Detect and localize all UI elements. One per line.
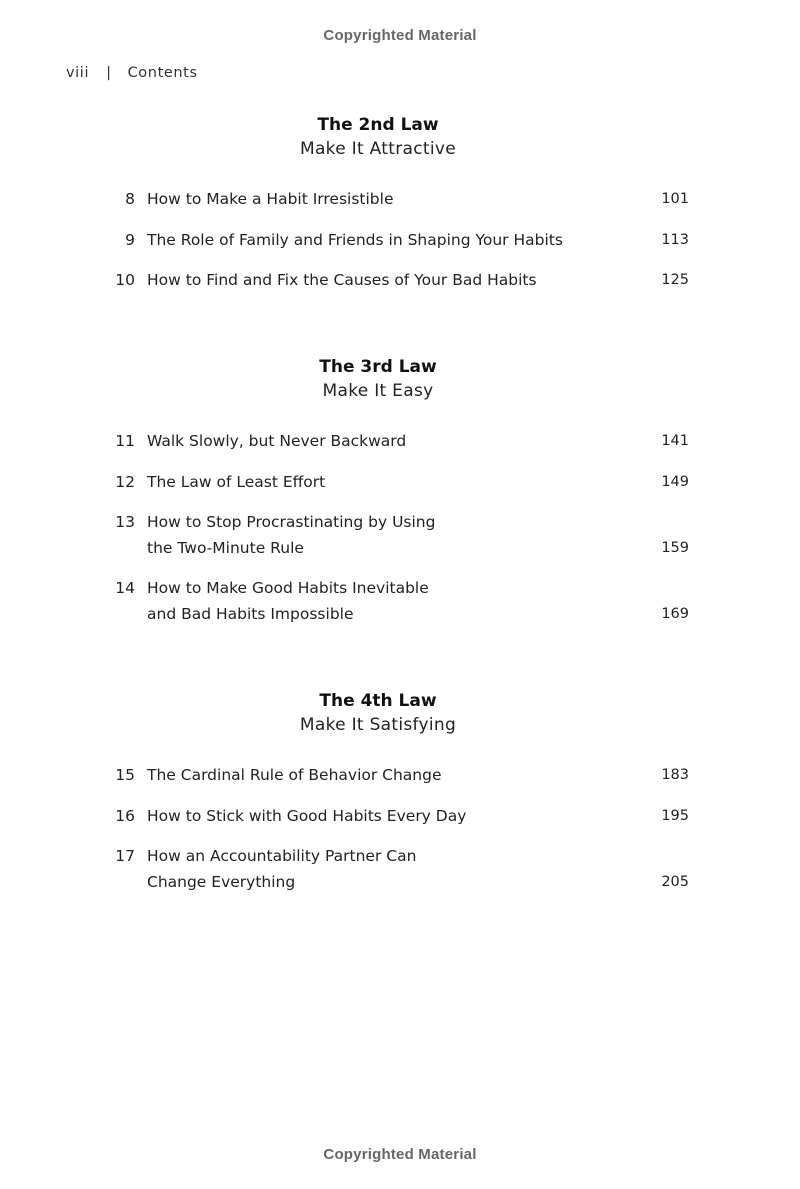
- page-number: 113: [661, 232, 689, 248]
- chapter-title: How an Accountability Partner Can Change Everything: [147, 847, 417, 891]
- page-number: 183: [661, 767, 689, 783]
- chapter-number: 17: [115, 847, 135, 865]
- running-head-section: Contents: [127, 65, 198, 81]
- part-title: The 4th Law: [319, 691, 437, 711]
- chapter-title: Walk Slowly, but Never Backward: [147, 432, 407, 450]
- chapter-number: 15: [115, 766, 135, 784]
- chapter-title: The Cardinal Rule of Behavior Change: [147, 766, 442, 784]
- watermark-bottom: Copyrighted Material: [323, 1146, 477, 1163]
- chapter-number: 16: [115, 807, 135, 825]
- part-heading-3rd-law: [0, 355, 756, 403]
- part-title: The 3rd Law: [319, 357, 437, 377]
- chapter-title: The Role of Family and Friends in Shaping Your Habits: [147, 231, 563, 249]
- chapter-title: How to Find and Fix the Causes of Your Bad Habits: [147, 271, 537, 289]
- running-head-separator: |: [106, 65, 112, 81]
- page-number: 101: [661, 191, 689, 207]
- watermark-top: Copyrighted Material: [323, 27, 477, 44]
- part-heading-4th-law: [0, 689, 756, 737]
- part-heading-2nd-law: [0, 113, 756, 161]
- chapter-title: How to Stick with Good Habits Every Day: [147, 807, 467, 825]
- page-folio: viii: [66, 65, 90, 81]
- chapter-number: 11: [115, 432, 135, 450]
- chapter-number: 12: [115, 473, 135, 491]
- chapter-number: 13: [115, 513, 135, 531]
- part-subtitle: Make It Satisfying: [299, 715, 457, 735]
- chapter-number: 9: [125, 231, 135, 249]
- chapter-number: 14: [115, 579, 135, 597]
- chapter-title: How to Make a Habit Irresistible: [147, 190, 394, 208]
- running-head: [66, 65, 198, 81]
- page-number: 195: [661, 808, 689, 824]
- chapter-title: The Law of Least Effort: [147, 473, 326, 491]
- chapter-number: 10: [115, 271, 135, 289]
- part-subtitle: Make It Attractive: [300, 139, 456, 159]
- part-subtitle: Make It Easy: [322, 381, 434, 401]
- page-number: 141: [661, 433, 689, 449]
- page-number: 125: [661, 272, 689, 288]
- page-number: 205: [661, 874, 689, 890]
- page-number: 149: [661, 474, 689, 490]
- page-number: 169: [661, 606, 689, 622]
- chapter-number: 8: [125, 190, 135, 208]
- page-number: 159: [661, 540, 689, 556]
- chapter-title: How to Make Good Habits Inevitable and Bad Habits Impossible: [147, 579, 429, 623]
- part-title: The 2nd Law: [317, 115, 439, 135]
- chapter-title: How to Stop Procrastinating by Using the Two-Minute Rule: [147, 513, 436, 557]
